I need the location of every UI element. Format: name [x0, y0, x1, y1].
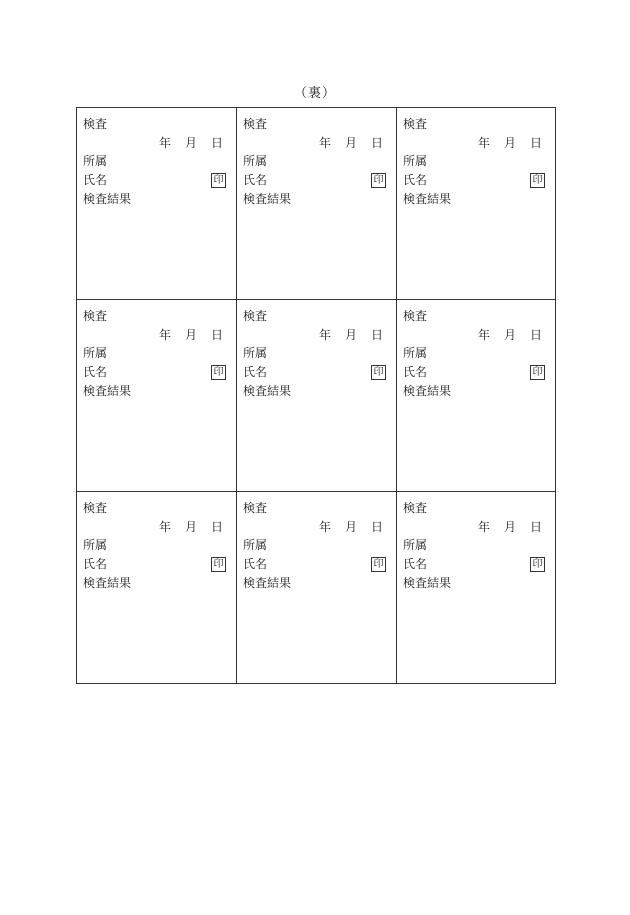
month-label: 月	[503, 328, 516, 342]
day-label: 日	[210, 136, 223, 150]
day-label: 日	[210, 328, 223, 342]
date-line	[319, 518, 383, 537]
inspection-label: 検査	[403, 309, 428, 323]
name-label: 氏名	[83, 173, 108, 187]
name-label: 氏名	[403, 365, 428, 379]
page-heading: （裏）	[293, 86, 336, 101]
inspection-cell	[77, 492, 237, 683]
result-label: 検査結果	[83, 384, 132, 398]
result-label: 検査結果	[403, 384, 452, 398]
inspection-cell	[397, 300, 555, 492]
date-line	[159, 134, 223, 153]
result-label: 検査結果	[83, 192, 132, 206]
date-line	[159, 326, 223, 345]
date-line	[159, 518, 223, 537]
seal-box: 印	[211, 365, 226, 380]
inspection-cell	[77, 108, 237, 300]
seal-box: 印	[371, 557, 386, 572]
affiliation-label: 所属	[83, 538, 108, 552]
name-label: 氏名	[243, 173, 268, 187]
inspection-cell	[237, 492, 397, 683]
year-label: 年	[158, 328, 171, 342]
inspection-cell	[77, 300, 237, 492]
inspection-label: 検査	[83, 501, 108, 515]
inspection-label: 検査	[243, 117, 268, 131]
name-label: 氏名	[403, 557, 428, 571]
seal-box: 印	[371, 365, 386, 380]
inspection-cell	[397, 492, 555, 683]
year-label: 年	[318, 520, 331, 534]
month-label: 月	[184, 136, 197, 150]
affiliation-label: 所属	[243, 538, 268, 552]
day-label: 日	[529, 328, 542, 342]
seal-box: 印	[211, 557, 226, 572]
date-line	[478, 518, 542, 537]
date-line	[478, 326, 542, 345]
date-line	[319, 326, 383, 345]
inspection-label: 検査	[83, 117, 108, 131]
affiliation-label: 所属	[83, 154, 108, 168]
month-label: 月	[344, 136, 357, 150]
inspection-cell	[237, 108, 397, 300]
result-label: 検査結果	[243, 384, 292, 398]
month-label: 月	[344, 520, 357, 534]
date-line	[319, 134, 383, 153]
name-label: 氏名	[243, 557, 268, 571]
seal-box: 印	[530, 365, 545, 380]
seal-box: 印	[530, 173, 545, 188]
year-label: 年	[318, 328, 331, 342]
result-label: 検査結果	[83, 576, 132, 590]
name-label: 氏名	[83, 365, 108, 379]
month-label: 月	[184, 328, 197, 342]
seal-box: 印	[211, 173, 226, 188]
affiliation-label: 所属	[403, 538, 428, 552]
year-label: 年	[158, 520, 171, 534]
year-label: 年	[158, 136, 171, 150]
inspection-label: 検査	[403, 117, 428, 131]
year-label: 年	[477, 328, 490, 342]
day-label: 日	[370, 520, 383, 534]
day-label: 日	[529, 520, 542, 534]
day-label: 日	[370, 136, 383, 150]
month-label: 月	[503, 520, 516, 534]
inspection-label: 検査	[243, 501, 268, 515]
result-label: 検査結果	[403, 576, 452, 590]
name-label: 氏名	[403, 173, 428, 187]
result-label: 検査結果	[243, 576, 292, 590]
day-label: 日	[370, 328, 383, 342]
result-label: 検査結果	[403, 192, 452, 206]
affiliation-label: 所属	[243, 346, 268, 360]
month-label: 月	[344, 328, 357, 342]
affiliation-label: 所属	[403, 346, 428, 360]
day-label: 日	[529, 136, 542, 150]
affiliation-label: 所属	[243, 154, 268, 168]
seal-box: 印	[530, 557, 545, 572]
result-label: 検査結果	[243, 192, 292, 206]
affiliation-label: 所属	[403, 154, 428, 168]
inspection-record-grid	[76, 107, 556, 684]
inspection-cell	[397, 108, 555, 300]
month-label: 月	[184, 520, 197, 534]
inspection-cell	[237, 300, 397, 492]
inspection-label: 検査	[243, 309, 268, 323]
inspection-label: 検査	[403, 501, 428, 515]
name-label: 氏名	[83, 557, 108, 571]
day-label: 日	[210, 520, 223, 534]
month-label: 月	[503, 136, 516, 150]
seal-box: 印	[371, 173, 386, 188]
affiliation-label: 所属	[83, 346, 108, 360]
inspection-label: 検査	[83, 309, 108, 323]
name-label: 氏名	[243, 365, 268, 379]
date-line	[478, 134, 542, 153]
year-label: 年	[477, 520, 490, 534]
year-label: 年	[318, 136, 331, 150]
year-label: 年	[477, 136, 490, 150]
